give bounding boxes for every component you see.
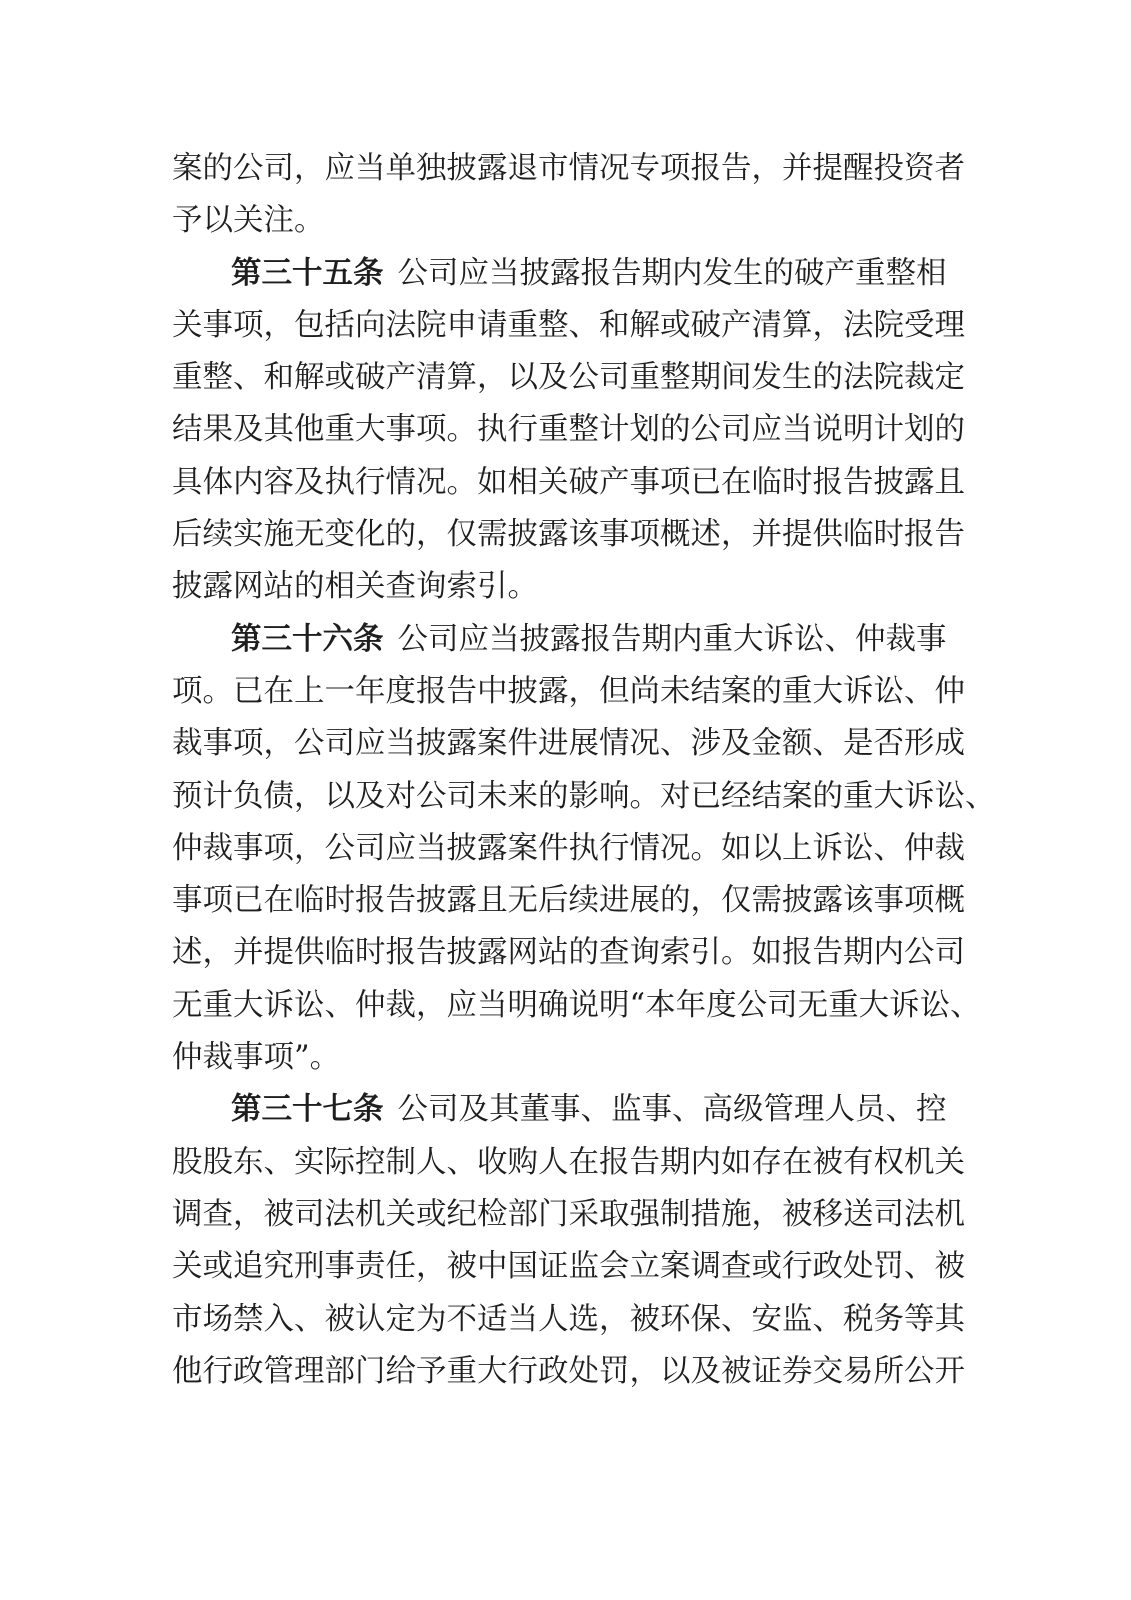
paragraph-line: 披露网站的相关查询索引。 [172,569,538,605]
paragraph-line: 关事项，包括向法院申请重整、和解或破产清算，法院受理 [172,307,965,343]
paragraph-line: 仲裁事项”。 [172,1040,341,1076]
article-first-line [172,1084,947,1136]
article-number: 第三十五条 [231,255,384,291]
paragraph-line: 市场禁入、被认定为不适当人选，被环保、安监、税务等其 [172,1301,965,1337]
paragraph-line: 裁事项，公司应当披露案件进展情况、涉及金额、是否形成 [172,726,965,762]
paragraph-line: 述，并提供临时报告披露网站的查询索引。如报告期内公司 [172,935,965,971]
article-first-line [172,614,947,666]
paragraph-line: 案的公司，应当单独披露退市情况专项报告，并提醒投资者 [172,151,965,186]
paragraph-line: 他行政管理部门给予重大行政处罚，以及被证券交易所公开 [172,1353,965,1389]
article-first-line-text: 公司及其董事、监事、高级管理人员、控 [397,1092,947,1128]
paragraph-line: 股股东、实际控制人、收购人在报告期内如存在被有权机关 [172,1144,965,1180]
document-page [172,143,996,1398]
paragraph-line: 后续实施无变化的，仅需披露该事项概述，并提供临时报告 [172,517,965,553]
article-number: 第三十六条 [231,621,384,657]
article-first-line-text: 公司应当披露报告期内发生的破产重整相 [397,255,947,291]
paragraph-line: 调查，被司法机关或纪检部门采取强制措施，被移送司法机 [172,1196,965,1232]
paragraph-line: 项。已在上一年度报告中披露，但尚未结案的重大诉讼、仲 [172,673,965,709]
paragraph-line: 具体内容及执行情况。如相关破产事项已在临时报告披露且 [172,464,965,500]
article-number: 第三十七条 [231,1092,384,1128]
paragraph-line: 重整、和解或破产清算，以及公司重整期间发生的法院裁定 [172,360,965,396]
paragraph-line: 结果及其他重大事项。执行重整计划的公司应当说明计划的 [172,412,965,448]
paragraph-line: 无重大诉讼、仲裁，应当明确说明“本年度公司无重大诉讼、 [172,987,981,1023]
paragraph-line: 仲裁事项，公司应当披露案件执行情况。如以上诉讼、仲裁 [172,830,965,866]
article-35 [172,248,965,614]
article-36 [172,614,996,1085]
paragraph-line: 事项已在临时报告披露且无后续进展的，仅需披露该事项概 [172,883,965,919]
article-first-line [172,248,947,300]
paragraph-line: 关或追究刑事责任，被中国证监会立案调查或行政处罚、被 [172,1249,965,1285]
paragraph-line: 预计负债，以及对公司未来的影响。对已经结案的重大诉讼、 [172,778,996,814]
article-37 [172,1084,965,1398]
article-first-line-text: 公司应当披露报告期内重大诉讼、仲裁事 [397,621,947,657]
continuation-paragraph [172,143,965,248]
paragraph-line: 予以关注。 [172,203,325,239]
